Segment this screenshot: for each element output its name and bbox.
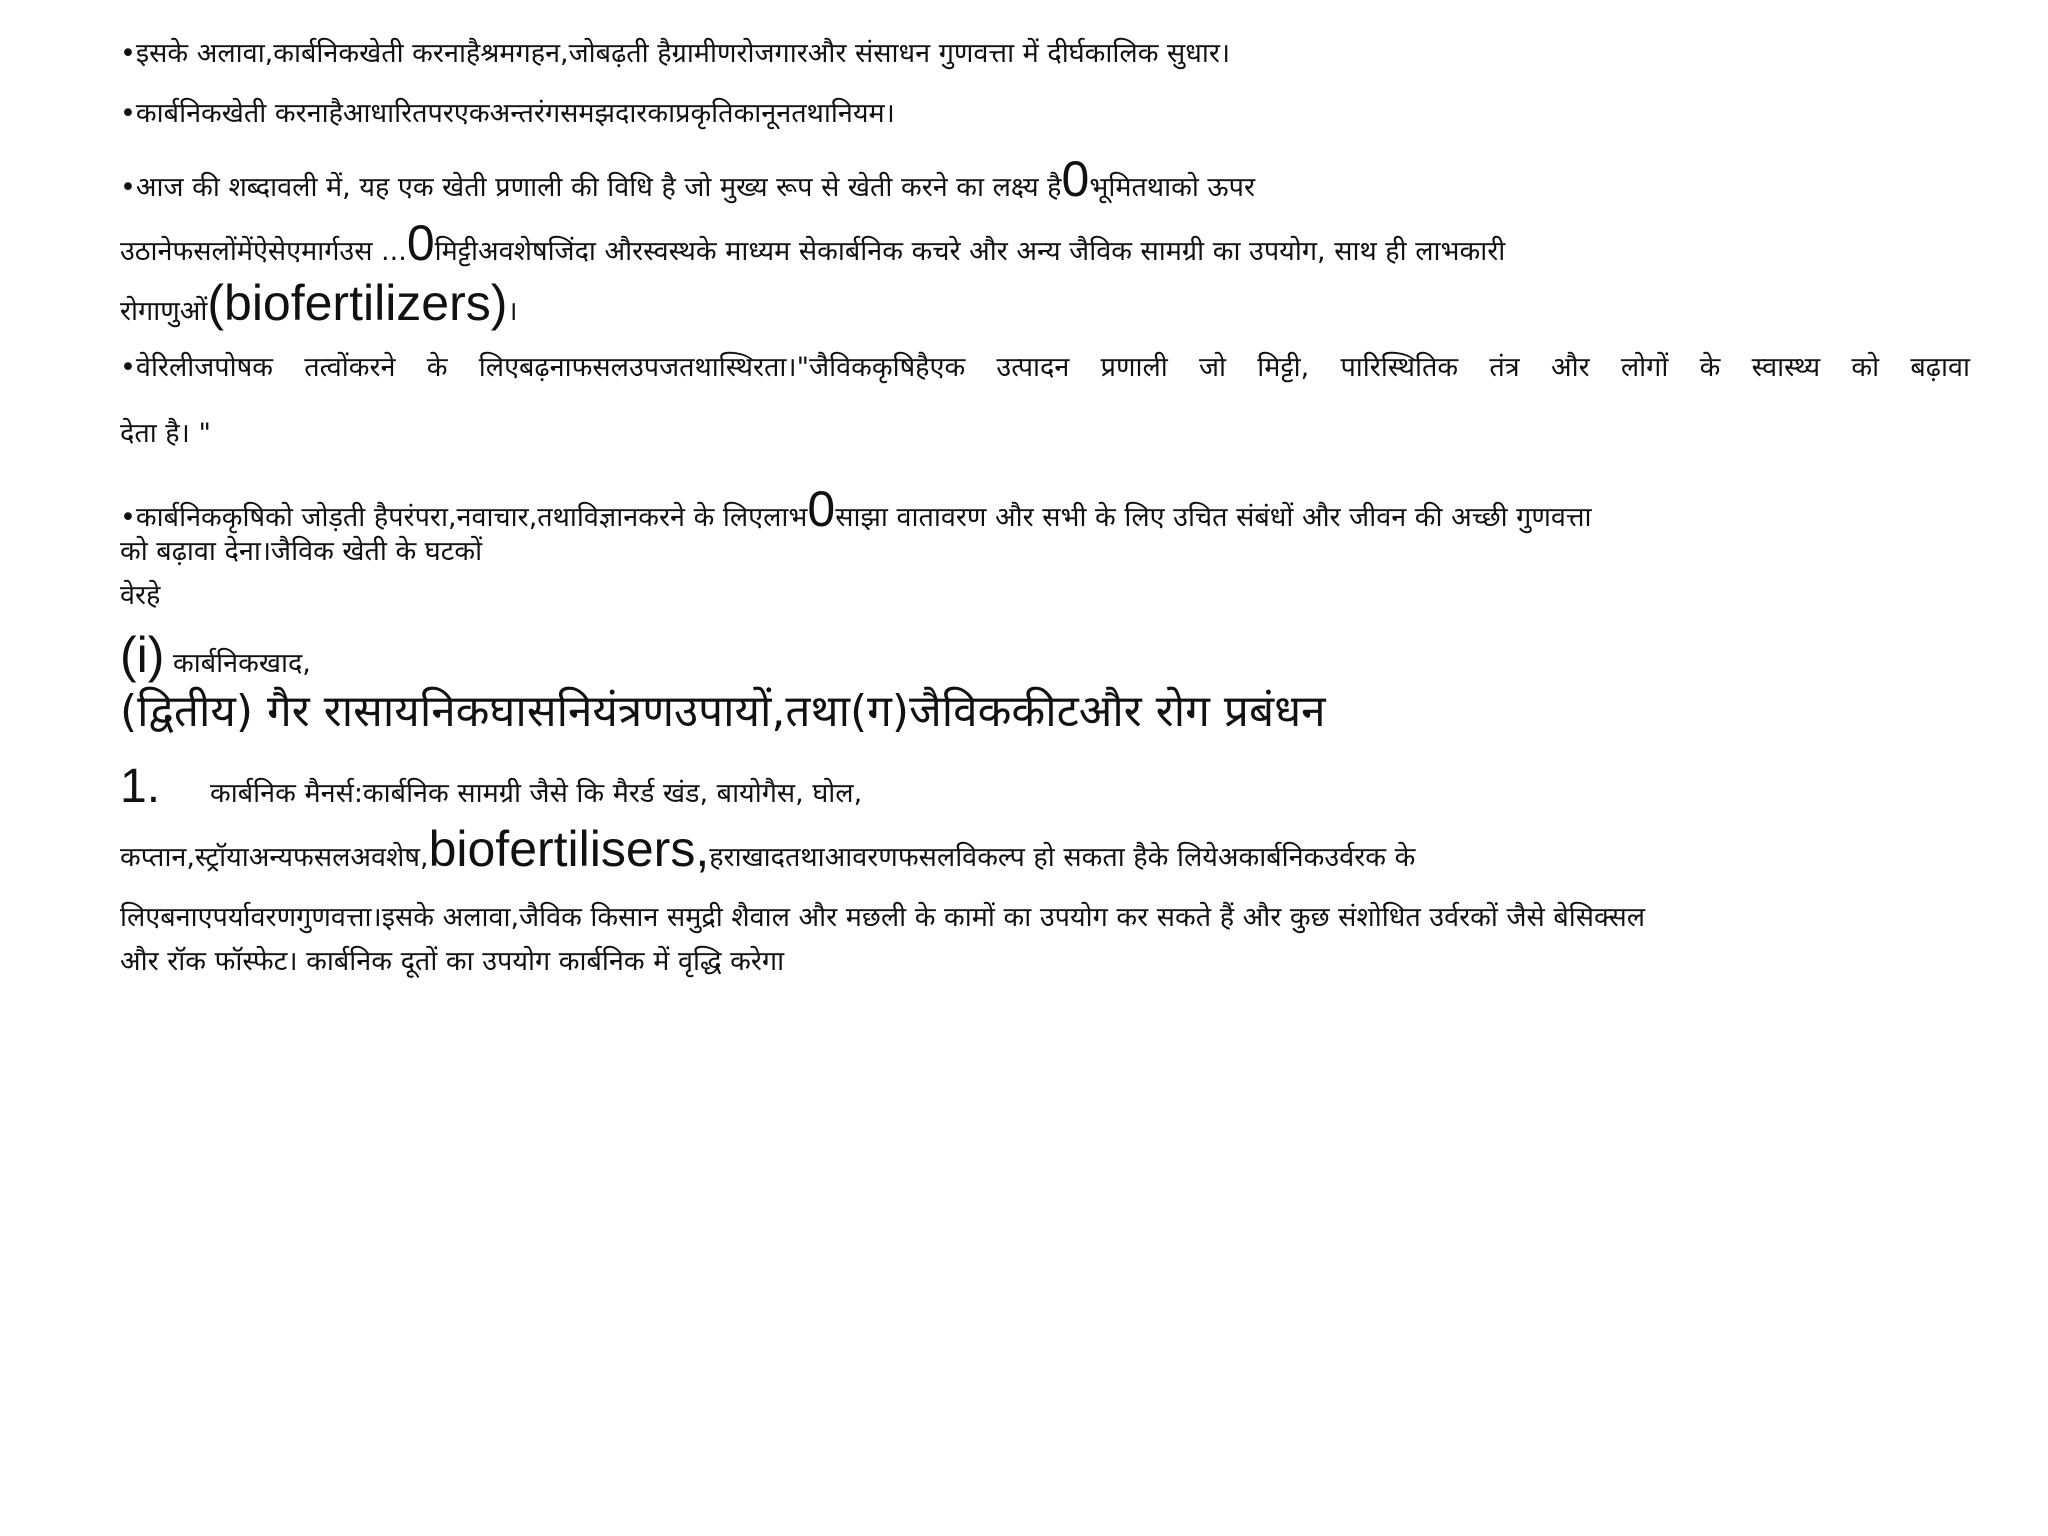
paragraph-line xyxy=(120,580,160,612)
section-heading xyxy=(120,688,1326,736)
list-item xyxy=(120,628,311,683)
paragraph-text: और रॉक फॉस्फेट। कार्बनिक दूतों का उपयोग कार्बनिक में वृद्धि करेगा xyxy=(120,946,785,977)
paragraph-line xyxy=(120,276,518,331)
paragraph-text: •कार्बनिकखेती करनाहैआधारितपरएकअन्तरंगसमझदारकाप्रकृतिकानूनतथानियम। xyxy=(120,98,895,129)
paragraph-text: •इसके अलावा,कार्बनिकखेती करनाहैश्रमगहन,जोबढ़ती हैग्रामीणरोजगारऔर संसाधन गुणवत्ता में दीर्घकालिक सुधार। xyxy=(120,38,1231,69)
paragraph-text: •आज की शब्दावली में, यह एक खेती प्रणाली की विधि है जो मुख्य रूप से खेती करने का लक्ष्य है xyxy=(120,172,1062,203)
list-item xyxy=(120,758,862,816)
large-term: (biofertilizers) xyxy=(207,275,508,331)
paragraph-line xyxy=(120,822,1415,877)
paragraph-text: को बढ़ावा देना।जैविक खेती के घटकों xyxy=(120,536,483,567)
paragraph-line xyxy=(120,216,1505,271)
paragraph-line xyxy=(120,38,1230,70)
paragraph-text: । xyxy=(507,296,518,327)
large-glyph: 0 xyxy=(1061,151,1090,207)
paragraph-line xyxy=(120,152,1255,207)
paragraph-line xyxy=(120,946,784,978)
paragraph-text: •कार्बनिककृषिको जोड़ती हैपरंपरा,नवाचार,तथाविज्ञानकरने के लिएलाभ xyxy=(120,502,808,533)
list-item-text: कार्बनिकखाद, xyxy=(173,648,311,679)
paragraph-text: लिएबनाएपर्यावरणगुणवत्ता।इसके अलावा,जैविक किसान समुद्री शैवाल और मछली के कामों का उपयोग कर सकते हैं और कुछ संशोधित उर्वरकों जैसे बेसिक्सल xyxy=(120,902,1646,933)
paragraph-text: हराखादतथाआवरणफसलविकल्प हो सकता हैके लियेअकार्बनिकउर्वरक के xyxy=(709,842,1416,873)
heading-text: (द्वितीय) गैर रासायनिकघासनियंत्रणउपायों,तथा(ग)जैविककीटऔर रोग प्रबंधन xyxy=(120,686,1326,737)
paragraph-line xyxy=(120,902,1645,934)
list-item-number: (i) xyxy=(120,627,165,683)
paragraph-text: देता है। " xyxy=(120,418,211,449)
paragraph-text: भूमितथाको ऊपर xyxy=(1089,172,1255,203)
paragraph-text: रोगाणुओं xyxy=(120,296,208,327)
paragraph-text: उठानेफसलोंमेंऐसेएमार्गउस ... xyxy=(120,236,407,267)
large-glyph: 0 xyxy=(406,215,435,271)
large-term: biofertilisers, xyxy=(428,821,710,877)
paragraph-text: साझा वातावरण और सभी के लिए उचित संबंधों और जीवन की अच्छी गुणवत्ता xyxy=(835,502,1592,533)
paragraph-line xyxy=(120,418,211,450)
paragraph-line xyxy=(120,98,895,130)
list-item-text: कार्बनिक मैनर्स:कार्बनिक सामग्री जैसे कि मैरर्ड खंड, बायोगैस, घोल, xyxy=(210,778,863,809)
paragraph-line xyxy=(120,352,1970,384)
large-glyph: 0 xyxy=(807,481,836,537)
paragraph-line xyxy=(120,536,482,568)
paragraph-line xyxy=(120,482,1592,537)
paragraph-text: •वेरिलीजपोषक तत्वोंकरने के लिएबढ़नाफसलउपजतथास्थिरता।"जैविककृषिहैएक उत्पादन प्रणाली जो मिट्टी, पारिस्थितिक तंत्र और लोगों के स्वास्थ्य को बढ़ावा xyxy=(120,352,1970,383)
paragraph-text: वेरहे xyxy=(120,580,161,611)
list-item-number: 1. xyxy=(120,760,161,813)
paragraph-text: मिट्टीअवशेषजिंदा औरस्वस्थके माध्यम सेकार्बनिक कचरे और अन्य जैविक सामग्री का उपयोग, साथ ही लाभकारी xyxy=(434,236,1506,267)
paragraph-text: कप्तान,स्ट्रॉयाअन्यफसलअवशेष, xyxy=(120,842,429,873)
